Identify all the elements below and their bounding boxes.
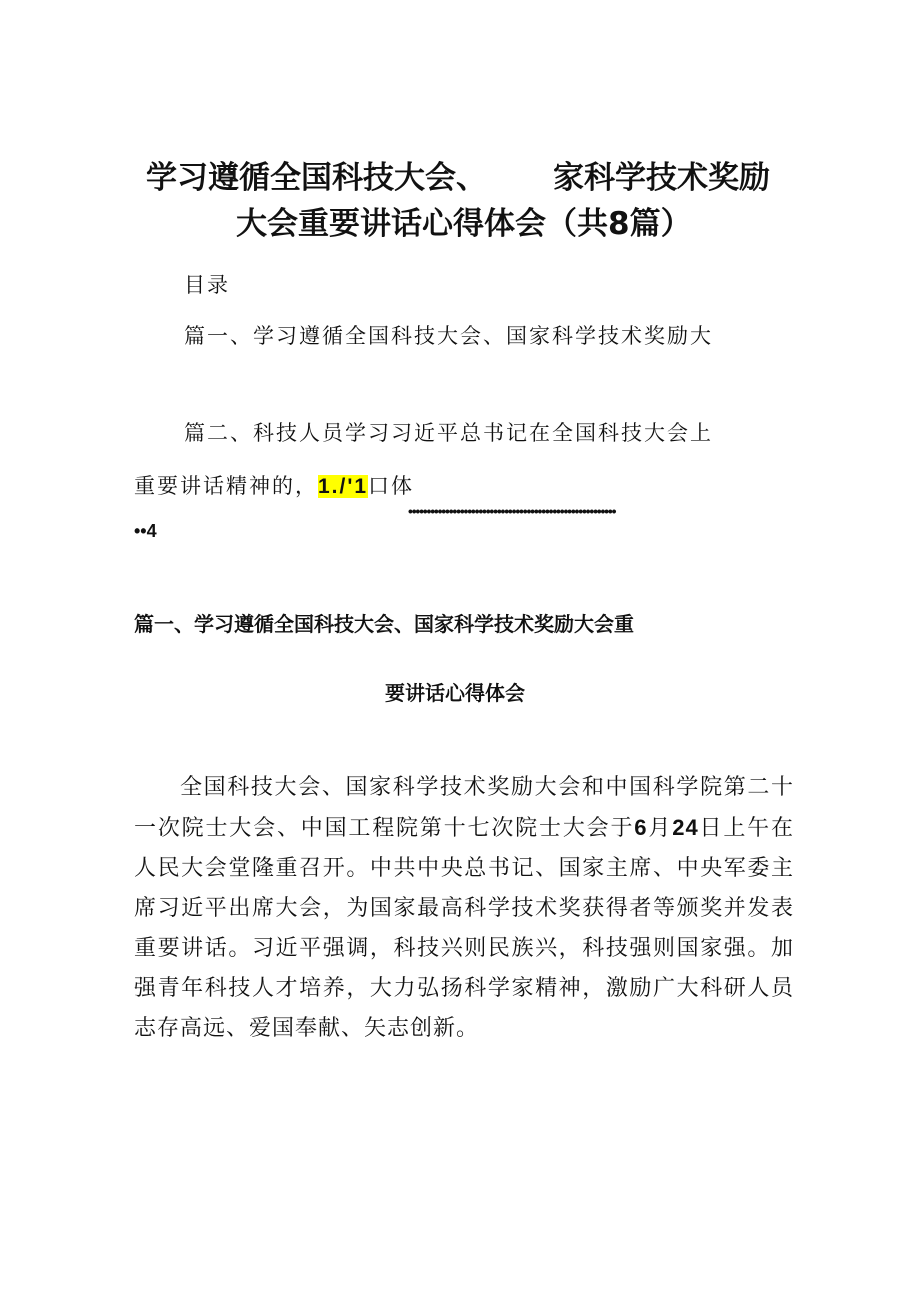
- document-title-line1-part1: 学习遵循全国科技大会、: [146, 160, 487, 196]
- toc-highlight-marker: 1./'1: [318, 475, 369, 498]
- paragraph-text-3: 日上午在人民大会堂隆重召开。中共中央总书记、国家主席、中央军委主席习近平出席大会，为国家最高科学技术奖获得者等颁奖并发表重要讲话。习近平强调，科技兴则民族兴，科技强则国家强。加强青年科技人才培养，大力弘扬科学家精神，激励广大科研人员志存高远、爱国奉献、矢志创新。: [134, 816, 794, 1041]
- paragraph-month: 6: [634, 815, 648, 840]
- toc-item-2-line1[interactable]: 篇二、科技人员学习习近平总书记在全国科技大会上: [184, 421, 713, 445]
- document-title-line1-part2: 家科学技术奖励: [553, 160, 770, 196]
- paragraph-text-1: 全国科技大会、国家科学技术奖励大会和中国科学院第二十一次院士大会、中国工程院第十七次院士大会于: [134, 775, 794, 841]
- toc-item-1[interactable]: 篇一、学习遵循全国科技大会、国家科学技术奖励大: [184, 324, 713, 348]
- section1-heading-line1: 篇一、学习遵循全国科技大会、国家科学技术奖励大会重: [134, 612, 634, 636]
- paragraph-day: 24: [672, 815, 699, 840]
- toc-page-number: ••4: [134, 521, 157, 541]
- toc-heading: 目录: [184, 273, 230, 297]
- toc-leader-dots: ••••••••••••••••••••••••••••••••••••••••••••••••••••••••: [408, 503, 616, 519]
- section1-paragraph: [134, 768, 794, 1049]
- toc-item-2-prefix: 重要讲话精神的，: [134, 474, 318, 498]
- document-title-line2: 大会重要讲话心得体会（共8篇）: [236, 206, 692, 242]
- toc-item-2-suffix: 口体: [368, 474, 415, 498]
- section1-heading-line2: 要讲话心得体会: [385, 681, 525, 705]
- paragraph-text-2: 月: [647, 816, 673, 841]
- toc-item-2-line2[interactable]: [134, 470, 414, 500]
